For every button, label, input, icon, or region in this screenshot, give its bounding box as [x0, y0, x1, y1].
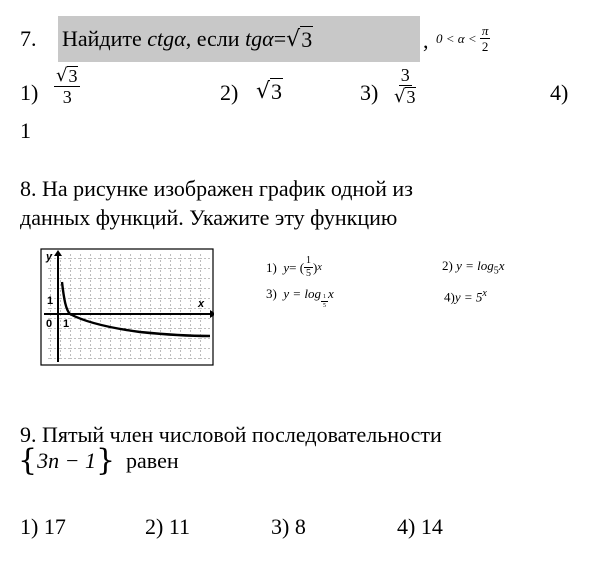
q7-opt3-den: 3	[406, 87, 416, 107]
q7-eq: =	[273, 26, 287, 51]
q8-opt2-label: 2)	[442, 258, 453, 273]
q8-opt3-sub-frac	[321, 294, 328, 309]
q7-opt4-label: 4)	[550, 80, 569, 105]
q8-opt1	[266, 256, 322, 279]
q8-opt1-close: )	[313, 259, 318, 275]
q8-opt1-frac	[304, 256, 313, 279]
q7-opt2-value	[256, 78, 283, 105]
q9-expr: 3n − 1	[37, 448, 96, 473]
q7-tg: tgα	[245, 26, 274, 51]
graph-one-y: 1	[47, 295, 54, 307]
sqrt-sign-icon: √	[394, 86, 406, 107]
q7-opt1-den: 3	[62, 87, 72, 107]
q8-opt3-label: 3)	[266, 286, 277, 301]
q7-cond-den: 2	[481, 39, 489, 54]
q7-opt1-frac	[54, 66, 80, 106]
q8-opt3-sub-den: 5	[323, 303, 326, 309]
sqrt-sign-icon: √	[286, 26, 301, 52]
graph-one-x: 1	[63, 318, 70, 330]
q7-prompt-word: Найдите	[62, 26, 142, 51]
graph-y-label: y	[46, 251, 53, 263]
q8-opt3-x: x	[328, 286, 334, 301]
q7-esli: , если	[185, 26, 240, 51]
q9-opt2: 2) 11	[145, 514, 191, 539]
q8-opt1-label: 1)	[266, 259, 277, 275]
q9-opt3: 3) 8	[271, 514, 306, 539]
q7-opt2-val: 3	[271, 79, 283, 104]
q7-comma: ,	[423, 28, 429, 53]
graph-grid	[48, 252, 210, 360]
q8-opt4-label: 4)	[444, 289, 455, 305]
q8-opt2-text: y = log	[456, 258, 494, 273]
q7-cond-frac	[480, 24, 491, 53]
sqrt-sign-icon: √	[56, 65, 68, 86]
q8-opt3-text: y = log	[283, 286, 321, 301]
q7-cond-num: π	[481, 23, 489, 38]
q9-opt1: 1) 17	[20, 514, 66, 539]
q8-opt4-exp: x	[482, 288, 487, 299]
q8-opt1-y: y	[283, 259, 290, 275]
q8-line2: данных функций. Укажите эту функцию	[20, 205, 398, 230]
q9-opt4: 4) 14	[397, 514, 443, 539]
q8-opt1-den: 5	[306, 268, 312, 279]
q7-sqrt-value: 3	[301, 26, 313, 52]
q7-opt4-value: 1	[20, 118, 31, 143]
q7-cond-left: 0 < α <	[436, 30, 477, 46]
q7-opt3-frac	[394, 66, 416, 106]
q7-opt1-label: 1)	[20, 80, 39, 105]
q8-opt1-eq: = (	[289, 259, 305, 275]
q8-function-graph	[40, 248, 214, 366]
q9-word: равен	[126, 448, 179, 473]
q7-opt1-num: 3	[68, 66, 78, 86]
q7-prompt-highlight	[58, 16, 420, 62]
q7-opt3-label: 3)	[360, 80, 379, 105]
q8-opt4-text: y = 5	[454, 289, 483, 305]
q8-line1: 8. На рисунке изображен график одной из	[20, 176, 413, 201]
graph-x-label: x	[198, 298, 205, 310]
q7-opt2-label: 2)	[220, 80, 239, 105]
q7-condition	[436, 24, 490, 53]
q7-ctg: ctgα	[147, 26, 186, 51]
q8-opt1-num: 1	[306, 255, 312, 266]
q8-opt2-x: x	[498, 258, 505, 273]
q7-number: 7.	[20, 26, 37, 51]
q9-line1: 9. Пятый член числовой последовательности	[20, 422, 442, 447]
q7-opt3-num: 3	[400, 65, 410, 85]
q8-opt3-sub-num: 1	[323, 294, 326, 300]
q8-opt2	[442, 258, 505, 280]
q9-brace-close: }	[95, 443, 116, 478]
q9-brace-open: {	[18, 443, 38, 478]
sqrt-sign-icon: √	[256, 79, 271, 104]
q8-opt2-sub: 5	[493, 265, 499, 277]
graph-origin: 0	[46, 318, 53, 330]
q8-opt3	[266, 286, 334, 309]
q9-line2	[18, 443, 179, 478]
q8-opt1-exp: x	[317, 261, 322, 273]
q8-opt4	[444, 286, 487, 305]
q7-sqrt	[286, 26, 313, 53]
